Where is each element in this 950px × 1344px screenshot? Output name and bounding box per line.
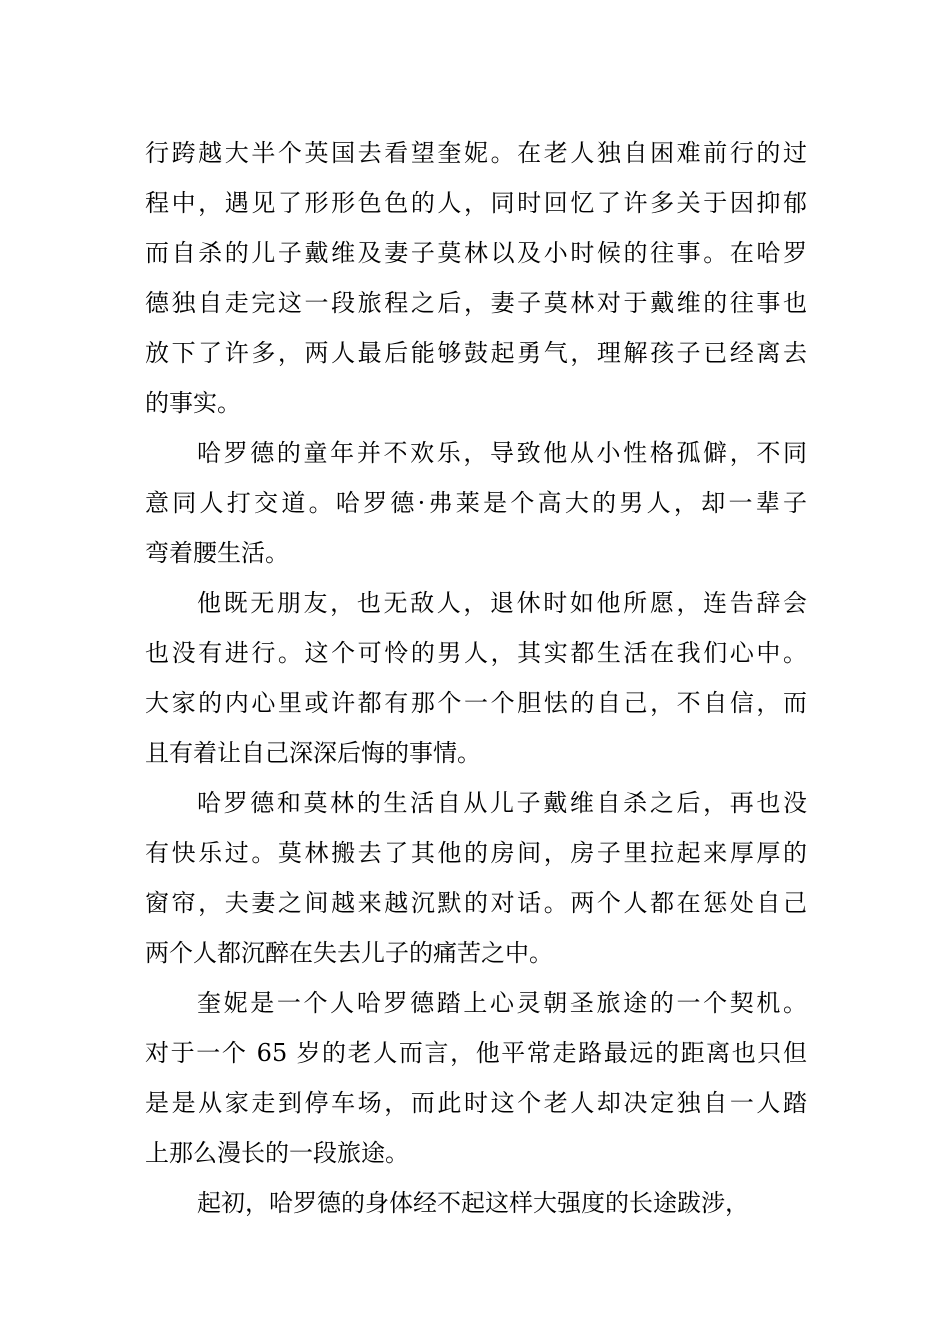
paragraph-4 bbox=[145, 778, 807, 978]
text-line: 德独自走完这一段旅程之后，妻子莫林对于戴维的往事也 bbox=[145, 289, 807, 317]
text-line: 起初，哈罗德的身体经不起这样大强度的长途跋涉， bbox=[197, 1189, 749, 1217]
document-page bbox=[145, 128, 807, 1228]
text-line: 弯着腰生活。 bbox=[145, 539, 289, 567]
text-line: 哈罗德和莫林的生活自从儿子戴维自杀之后，再也没 bbox=[197, 789, 807, 817]
text-line: 放下了许多，两人最后能够鼓起勇气，理解孩子已经离去 bbox=[145, 339, 807, 367]
text-line: 行跨越大半个英国去看望奎妮。在老人独自困难前行的过 bbox=[145, 139, 807, 167]
text-line: 有快乐过。莫林搬去了其他的房间，房子里拉起来厚厚的 bbox=[145, 839, 807, 867]
paragraph-3 bbox=[145, 578, 807, 778]
text-line: 也没有进行。这个可怜的男人，其实都生活在我们心中。 bbox=[145, 639, 807, 667]
text-line: 哈罗德的童年并不欢乐，导致他从小性格孤僻，不同 bbox=[197, 439, 807, 467]
paragraph-2 bbox=[145, 428, 807, 578]
paragraph-6 bbox=[145, 1178, 807, 1228]
text-line: 上那么漫长的一段旅途。 bbox=[145, 1139, 409, 1167]
paragraph-1 bbox=[145, 128, 807, 428]
text-line: 奎妮是一个人哈罗德踏上心灵朝圣旅途的一个契机。 bbox=[197, 989, 807, 1017]
text-line: 且有着让自己深深后悔的事情。 bbox=[145, 739, 481, 767]
text-line: 的事实。 bbox=[145, 389, 241, 417]
text-line: 对于一个 65 岁的老人而言，他平常走路最远的距离也只但 bbox=[145, 1039, 807, 1067]
text-line: 而自杀的儿子戴维及妻子莫林以及小时候的往事。在哈罗 bbox=[145, 239, 807, 267]
text-line: 大家的内心里或许都有那个一个胆怯的自己，不自信，而 bbox=[145, 689, 807, 717]
text-line: 两个人都沉醉在失去儿子的痛苦之中。 bbox=[145, 939, 553, 967]
text-line: 窗帘，夫妻之间越来越沉默的对话。两个人都在惩处自己 bbox=[145, 889, 807, 917]
text-line: 他既无朋友，也无敌人，退休时如他所愿，连告辞会 bbox=[197, 589, 807, 617]
text-line: 程中，遇见了形形色色的人，同时回忆了许多关于因抑郁 bbox=[145, 189, 807, 217]
text-line: 意同人打交道。哈罗德·弗莱是个高大的男人，却一辈子 bbox=[145, 489, 807, 517]
text-line: 是是从家走到停车场，而此时这个老人却决定独自一人踏 bbox=[145, 1089, 807, 1117]
paragraph-5 bbox=[145, 978, 807, 1178]
